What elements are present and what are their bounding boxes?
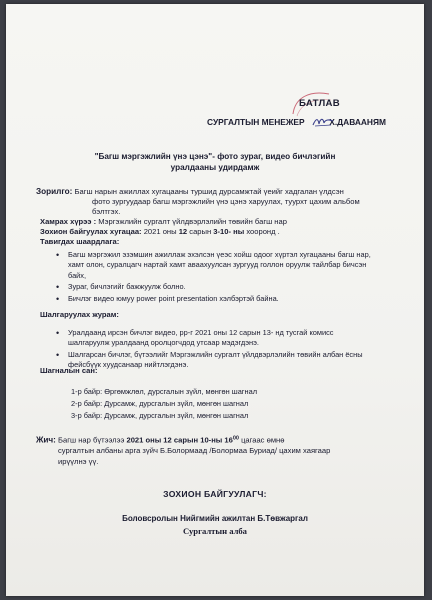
goal-section: [36, 187, 386, 217]
requirement-item: • Бичлэг видео юмуу power point presentation хэлбэртэй байна.: [56, 294, 376, 304]
handwritten-signature: [312, 116, 334, 128]
duration-row: [40, 227, 280, 237]
goal-text-3: бэлтгэх.: [92, 207, 121, 216]
document-page: [6, 4, 424, 596]
document-title-line-1: "Багш мэргэжлийн үнэ цэнэ"- фото зураг, видео бичлэгийн: [94, 152, 336, 161]
requirement-item: • Багш мэргэжил эзэмшин ажиллаж эхэлсэн үеэс хойш одоог хүртэл хугацааны багш нар, хамт олон, суралцагч нартай хамт аваахуулсан зургууд голлон оруулж тайлбар бичсэн байх,: [56, 250, 376, 281]
deadline-line-2: сургалтын албаны арга зүйч Б.Болормаад /Болормаа Буриад/ цахим хаягаар: [58, 446, 331, 456]
deadline-post: цагаас өмнө: [238, 435, 285, 445]
duration-month: 12: [178, 227, 188, 236]
requirement-item: • Зураг, бичлэгийг бажжуулж болно.: [56, 282, 376, 292]
prizes-label: Шагналын сан:: [40, 366, 98, 375]
requirements-list: [56, 250, 376, 305]
approver-name: Х.ДАВААНЯМ: [329, 117, 386, 127]
goal-text-1: Багш нарын ажиллах хугацааны туршид дурсамжтай үеийг хадгалан үлдсэн: [74, 187, 344, 196]
prize-item: 3-р байр: Дурсамж, дурсгалын зүйл, мөнгөн шагнал: [71, 411, 249, 420]
approver-position: СУРГАЛТЫН МЕНЕЖЕР: [207, 117, 305, 127]
approval-word: БАТЛАВ: [299, 98, 340, 109]
approval-line: [207, 117, 386, 127]
goal-text-2: фото зургуудаар багш мэргэжлийн үнэ цэнэ харуулах, туурхт цахим альбом: [92, 197, 360, 206]
procedure-list: [56, 328, 376, 372]
organizer-unit: Сургалтын алба: [183, 526, 247, 536]
organizer-heading: ЗОХИОН БАЙГУУЛАГЧ:: [163, 489, 267, 499]
procedure-label: Шалгаруулах журам:: [40, 310, 119, 319]
scope-text: Мэргэжлийн сургалт үйлдвэрлэлийн төвийн багш нар: [98, 217, 287, 226]
prize-item: 2-р байр: Дурсамж, дурсгалын зүйл, мөнгөн шагнал: [71, 399, 249, 408]
duration-pre: 2021 оны: [143, 227, 179, 236]
scope-row: [40, 217, 287, 227]
duration-mid: сарын: [187, 227, 214, 236]
scope-label: Хамрах хүрээ :: [40, 217, 97, 226]
deadline-line-3: ирүүлнэ үү.: [58, 456, 99, 466]
procedure-item: • Шалгарсан бичлэг, бүтээлийг Мэргэжлийн сургалт үйлдвэрлэлийн төвийн албан ёсны фейсбүүк хуудсанаар нийтлэгдэнэ.: [56, 350, 376, 371]
deadline-date: 2021 оны 12 сарын 10-ны 16: [126, 435, 233, 445]
duration-post: хооронд .: [244, 227, 280, 236]
requirements-label: Тавигдах шаардлага:: [40, 237, 120, 246]
goal-label: Зорилго:: [36, 187, 73, 196]
deadline-note: [36, 433, 396, 467]
deadline-label: Жич:: [36, 435, 56, 445]
deadline-time-sup: 00: [232, 435, 239, 441]
organizer-name: Боловсролын Нийгмийн ажилтан Б.Төвжаргал: [122, 514, 308, 523]
duration-label: Зохион байгуулах хугацаа:: [40, 227, 142, 236]
procedure-item: • Уралдаанд ирсэн бичлэг видео, рр-г 2021 оны 12 сарын 13- нд тусгай комисс шалгаруулж уралдаанд оролцогчдод утсаар мэдэгдэнэ.: [56, 328, 376, 349]
duration-days: 3-10- ны: [213, 227, 245, 236]
deadline-pre: Багш нар бүтээлээ: [58, 435, 127, 445]
prize-item: 1-р байр: Өргөмжлөл, дурсгалын зүйл, мөнгөн шагнал: [71, 387, 258, 396]
document-title-line-2: уралдааны удирдамж: [170, 163, 260, 172]
